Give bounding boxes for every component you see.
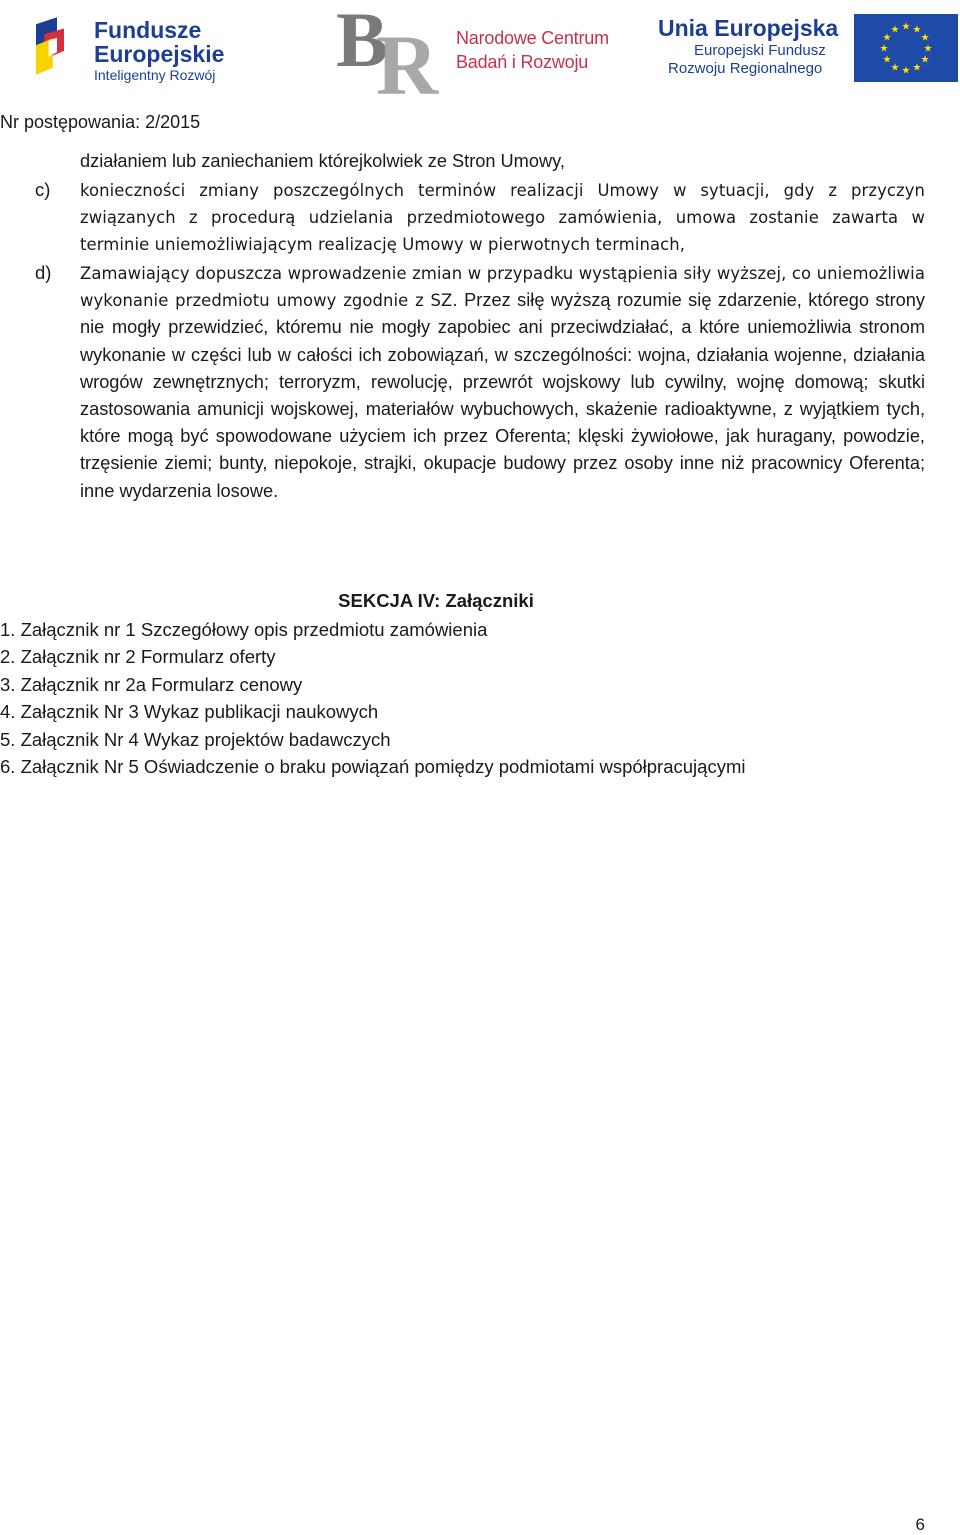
item-d-text-first: Zamawiający dopuszcza wprowadzenie zmian w przypadku wystąpienia siły wyższej, co uniemożliwia wykonanie przedmiotu umowy zgodnie z SZ.	[80, 264, 925, 311]
eu-flag-icon	[854, 14, 958, 82]
svg-text:R: R	[376, 17, 439, 96]
ncbr-logo-line2: Badań i Rozwoju	[456, 52, 589, 72]
list-item: 1. Załącznik nr 1 Szczegółowy opis przedmiotu zamówienia	[0, 619, 488, 640]
eu-star-icon: ★	[912, 24, 922, 36]
fundusze-europejskie-logo-icon	[36, 10, 78, 82]
proceeding-number: Nr postępowania: 2/2015	[0, 112, 201, 132]
ue-logo-text	[658, 14, 838, 78]
item-c-marker: c)	[35, 179, 51, 200]
ue-logo-sub2: Rozwoju Regionalnego	[668, 60, 823, 77]
eu-star-icon: ★	[901, 65, 911, 77]
eu-star-icon: ★	[882, 32, 892, 44]
item-d-paragraph	[80, 260, 925, 505]
ue-logo-sub1: Europejski Fundusz	[694, 42, 826, 59]
eu-star-icon: ★	[882, 54, 892, 66]
eu-star-icon: ★	[920, 54, 930, 66]
item-c-text: konieczności zmiany poszczególnych terminów realizacji Umowy w sytuacji, gdy z przyczyn związanych z procedurą udzielania przedmiotowego zamówienia, umowa zostanie zawarta w terminie uniemożliwiającym realizację Umowy w pierwotnych terminach,	[80, 181, 925, 255]
svg-text:B: B	[336, 4, 389, 83]
list-item: 2. Załącznik nr 2 Formularz oferty	[0, 646, 276, 668]
continuation-line: działaniem lub zaniechaniem którejkolwiek ze Stron Umowy,	[80, 151, 565, 171]
section-title: SEKCJA IV: Załączniki	[338, 590, 534, 611]
ncbr-logo-icon	[336, 4, 464, 96]
list-item: 5. Załącznik Nr 4 Wykaz projektów badawczych	[0, 728, 391, 750]
page-number: 6	[915, 1515, 925, 1534]
list-item: 6. Załącznik Nr 5 Oświadczenie o braku powiązań pomiędzy podmiotami współpracującymi	[0, 756, 746, 778]
eu-star-icon: ★	[923, 43, 933, 55]
ncbr-logo-line1: Narodowe Centrum	[456, 28, 609, 48]
fe-logo-line3: Inteligentny Rozwój	[94, 67, 216, 83]
ue-logo-title: Unia Europejska	[658, 15, 839, 41]
fe-logo-line1: Fundusze	[94, 17, 202, 43]
item-d-text-rest: Przez siłę wyższą rozumie się zdarzenie, którego strony nie mogły przewidzieć, któremu nie mogły zapobiec ani przeciwdziałać, a które uniemożliwia stronom wykonanie w części lub w całości ich zobowiązań, w szczególności: wojna, działania wojenne, działania wrogów zewnętrznych; terroryzm, rewolucję, przewrót wojskowy lub cywilny, wojnę domową; skutki zastosowania amunicji wojskowej, materiałów wybuchowych, skażenie radioaktywne, z wyjątkiem tych, które mogą być spowodowane użyciem ich przez Oferenta; klęski żywiołowe, jak huragany, powodzie, trzęsienie ziemi; bunty, niepokoje, strajki, okupacje budowy przez osoby inne niż pracownicy Oferenta; inne wydarzenia losowe.	[80, 290, 925, 501]
eu-star-icon: ★	[901, 21, 911, 33]
fundusze-europejskie-logo-text	[94, 18, 224, 84]
eu-star-icon: ★	[920, 32, 930, 44]
header-logos	[0, 0, 960, 100]
eu-star-icon: ★	[890, 62, 900, 74]
list-item: 4. Załącznik Nr 3 Wykaz publikacji naukowych	[0, 701, 379, 723]
eu-star-icon: ★	[912, 62, 922, 74]
attachments-list	[0, 616, 745, 780]
ncbr-logo-text	[456, 26, 609, 74]
list-item: 3. Załącznik nr 2a Formularz cenowy	[0, 673, 303, 695]
item-d-marker: d)	[35, 262, 52, 283]
eu-star-icon: ★	[890, 24, 900, 36]
fe-logo-line2: Europejskie	[94, 41, 225, 67]
eu-star-icon: ★	[879, 43, 889, 55]
